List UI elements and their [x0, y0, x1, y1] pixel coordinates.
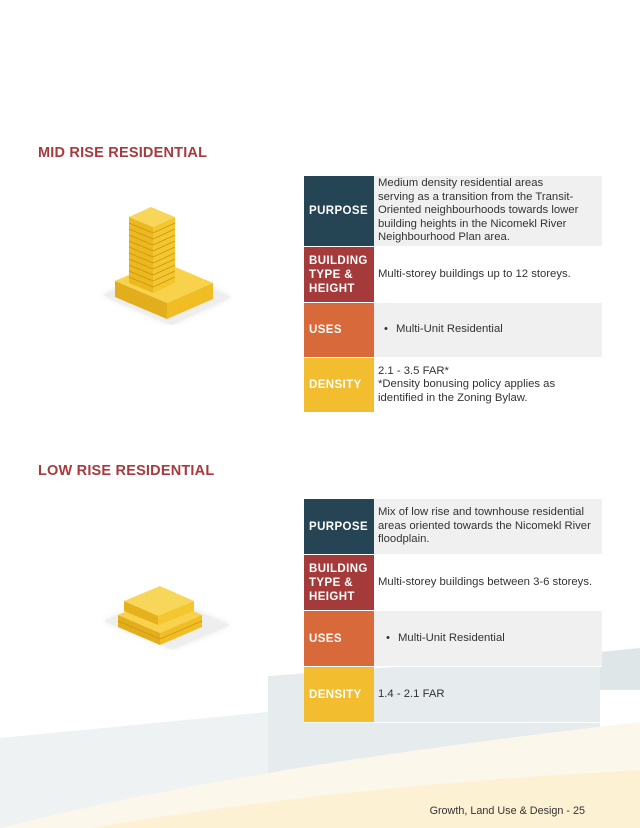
- label-line: HEIGHT: [309, 282, 355, 295]
- section-title-low-rise: LOW RISE RESIDENTIAL: [38, 463, 215, 479]
- text-line: areas oriented towards the Nicomekl River: [378, 519, 591, 532]
- section-title-mid-rise: MID RISE RESIDENTIAL: [38, 145, 208, 161]
- mid-rise-table: [304, 176, 602, 413]
- label-line: TYPE &: [309, 268, 353, 281]
- purpose-label: PURPOSE: [304, 499, 374, 554]
- uses-text: [374, 611, 602, 666]
- text-line: Mix of low rise and townhouse residential: [378, 506, 584, 519]
- density-row: [304, 358, 602, 413]
- purpose-text: [374, 499, 602, 554]
- density-label: DENSITY: [304, 667, 374, 722]
- building-type-text: Multi-storey buildings up to 12 storeys.: [378, 267, 571, 280]
- label-line: TYPE &: [309, 576, 353, 589]
- density-text: [374, 667, 602, 722]
- uses-row: [304, 303, 602, 358]
- text-line: building heights in the Nicomekl River: [378, 217, 567, 230]
- label-line: BUILDING: [309, 254, 368, 267]
- tower-building-illustration: [95, 195, 245, 325]
- purpose-label: PURPOSE: [304, 176, 374, 246]
- building-type-row: [304, 555, 602, 611]
- purpose-text: [374, 176, 602, 246]
- building-type-text: Multi-storey buildings between 3-6 storeys.: [378, 575, 593, 588]
- density-row: [304, 667, 602, 723]
- text-line: Neighbourhood Plan area.: [378, 231, 510, 244]
- uses-bullet: • Multi-Unit Residential: [378, 632, 598, 646]
- label-line: BUILDING: [309, 562, 368, 575]
- low-rise-table: [304, 499, 602, 723]
- text-line: floodplain.: [378, 533, 430, 546]
- uses-text: [374, 303, 602, 357]
- text-line: 2.1 - 3.5 FAR*: [378, 364, 449, 377]
- page-footer: Growth, Land Use & Design - 25: [429, 805, 585, 817]
- building-type-label: [304, 555, 374, 610]
- density-label: DENSITY: [304, 358, 374, 412]
- purpose-row: [304, 176, 602, 247]
- text-line: serving as a transition from the Transit-: [378, 190, 574, 203]
- building-type-row: [304, 247, 602, 303]
- low-rise-building-illustration: [100, 575, 235, 650]
- text-line: identified in the Zoning Bylaw.: [378, 391, 528, 404]
- uses-label: USES: [304, 303, 374, 357]
- purpose-row: [304, 499, 602, 555]
- uses-row: [304, 611, 602, 667]
- building-type-label: [304, 247, 374, 302]
- uses-label: USES: [304, 611, 374, 666]
- text-line: 1.4 - 2.1 FAR: [378, 687, 445, 700]
- text-line: *Density bonusing policy applies as: [378, 378, 556, 391]
- label-line: HEIGHT: [309, 590, 355, 603]
- text-line: Oriented neighbourhoods towards lower: [378, 204, 579, 217]
- text-line: Medium density residential areas: [378, 177, 544, 190]
- density-text: [374, 358, 602, 412]
- uses-bullet: • Multi-Unit Residential: [378, 323, 598, 337]
